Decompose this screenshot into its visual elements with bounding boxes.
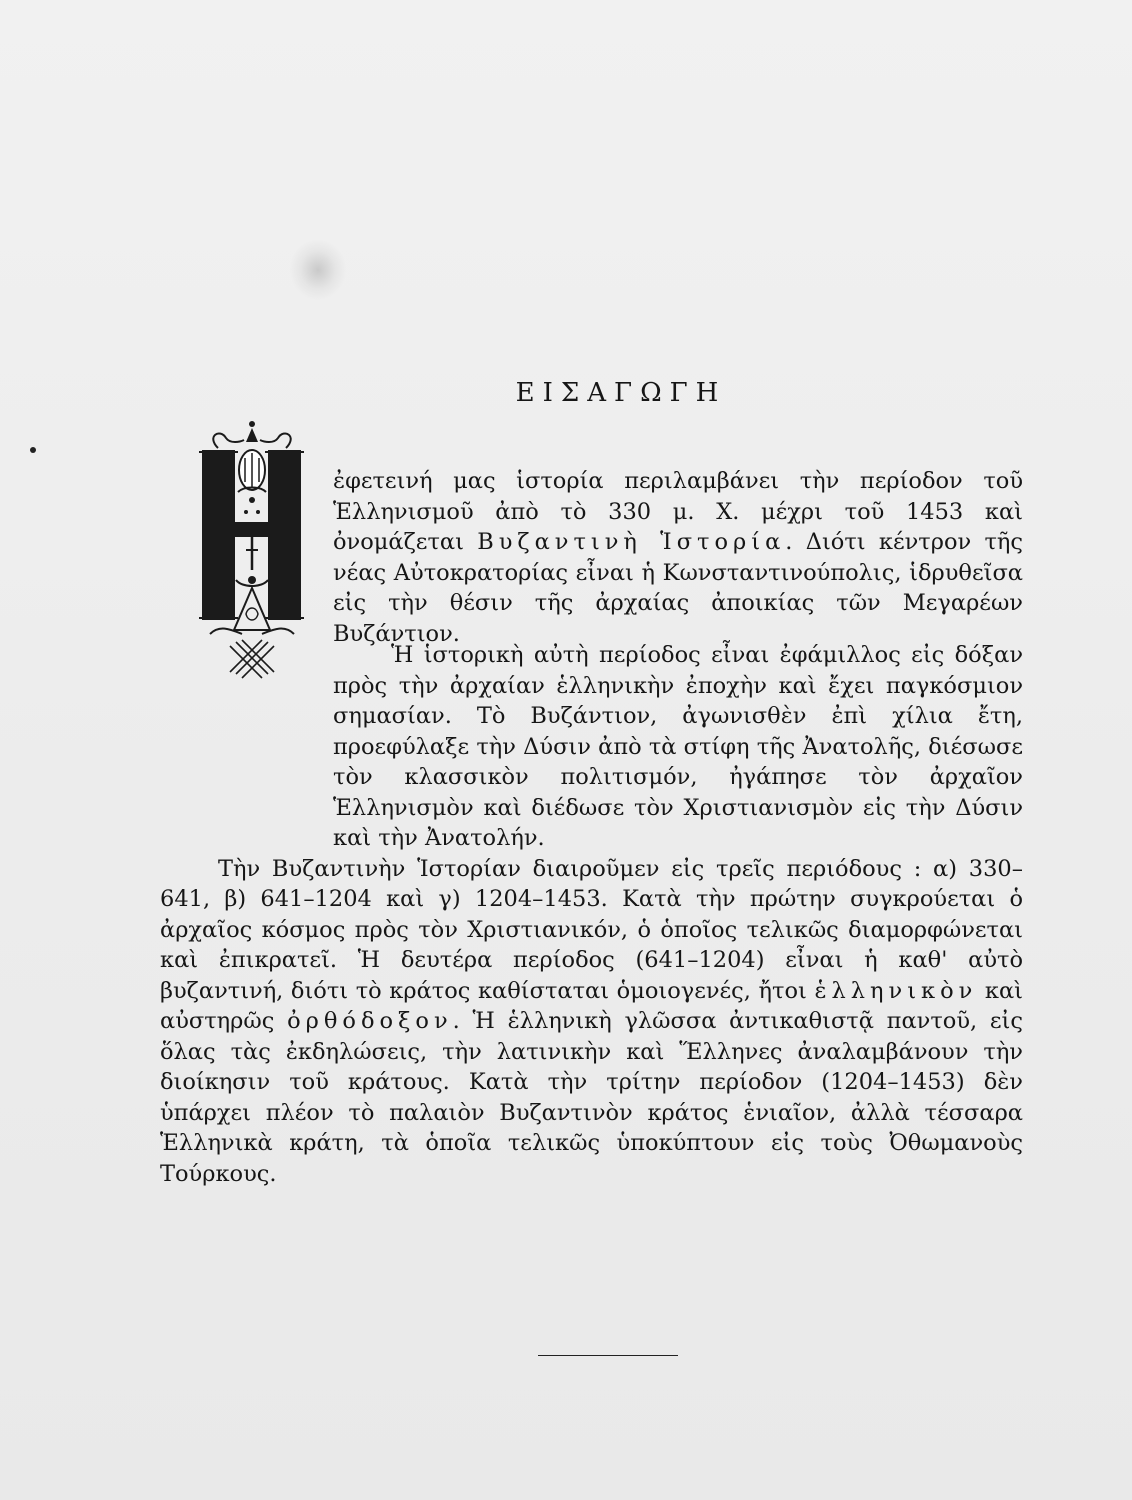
paper-stain <box>290 240 346 300</box>
section-divider <box>538 1355 678 1356</box>
paragraph-1-start: ἐφετεινή μας ἱστορία περιλαμβάνει τὴν περίοδον τοῦ Ἑλληνισμοῦ ἀπὸ τὸ 330 μ. Χ. μέχρι τοῦ 1453 καὶ ὀνομάζεται <box>333 468 1023 555</box>
paragraph-3-start: Τὴν Βυζαντινὴν Ἱστορίαν διαιροῦμεν εἰς τρεῖς περιόδους : α) 330–641, β) 641–1204 καὶ γ) 1204–1453. Κατὰ τὴν πρώτην συγκρούεται ὁ ἀρχαῖος κόσμος πρὸς τὸν Χριστιανικόν, ὁ ὁποῖος τελικῶς διαμορφώνεται καὶ ἐπικρατεῖ. Ἡ δευτέρα περίοδος (641–1204) εἶναι ἡ καθ' αὐτὸ βυζαντινή, διότι τὸ κράτος καθίσταται ὁμοιογενές, ἤτοι <box>160 855 1023 1004</box>
spaced-term: ἑλληνικὸν <box>814 977 978 1004</box>
paragraph-3-middle: καὶ αὐστηρῶς <box>160 977 1023 1034</box>
paragraph-2: Ἡ ἱστορικὴ αὐτὴ περίοδος εἶναι ἐφάμιλλος εἰς δόξαν πρὸς τὴν ἀρχαίαν ἑλληνικὴν ἐποχὴν καὶ ἔχει παγκόσμιον σημασίαν. Τὸ Βυζάντιον, ἀγωνισθὲν ἐπὶ χίλια ἔτη, προεφύλαξε τὴν Δύσιν ἀπὸ τὰ στίφη τῆς Ἀνατολῆς, διέσωσε τὸν κλασσικὸν πολιτισμόν, ἠγάπησε τὸν ἀρχαῖον Ἑλληνισμὸν καὶ διέδωσε τὸν Χριστιανισμὸν εἰς τὴν Δύσιν καὶ τὴν Ἀνατολήν. <box>333 642 1023 851</box>
paragraph-1-end: . Διότι κέντρον τῆς νέας Αὐτοκρατορίας εἶναι ἡ Κωνσταντινούπολις, ἱδρυθεῖσα εἰς τὴν θέσιν τῆς ἀρχαίας ἀποικίας τῶν Μεγαρέων Βυζάντιον. <box>333 529 1023 647</box>
paragraph-3 <box>160 854 1023 1190</box>
spaced-term: ὀρθόδοξον <box>287 1008 453 1034</box>
spaced-term: Βυζαντινὴ Ἱστορία <box>477 529 786 555</box>
paragraph-3-end: . Ἡ ἑλληνικὴ γλῶσσα ἀντικαθιστᾷ παντοῦ, εἰς ὅλας τὰς ἐκδηλώσεις, τὴν λατινικὴν καὶ Ἕλληνες ἀναλαμβάνουν τὴν διοίκησιν τοῦ κράτους. Κατὰ τὴν τρίτην περίοδον (1204–1453) δὲν ὑπάρχει πλέον τὸ παλαιὸν Βυζαντινὸν κράτος ἑνιαῖον, ἀλλὰ τέσσαρα Ἑλληνικὰ κράτη, τὰ ὁποῖα τελικῶς ὑποκύπτουν εἰς τοὺς Ὀθωμανοὺς Τούρκους. <box>160 1008 1023 1187</box>
chapter-title: ΕΙΣΑΓΩΓΗ <box>515 378 727 408</box>
opening-paragraph <box>333 466 1023 649</box>
paragraph-1 <box>333 466 1023 649</box>
body-text <box>160 640 1023 1189</box>
ink-speck <box>30 447 36 453</box>
